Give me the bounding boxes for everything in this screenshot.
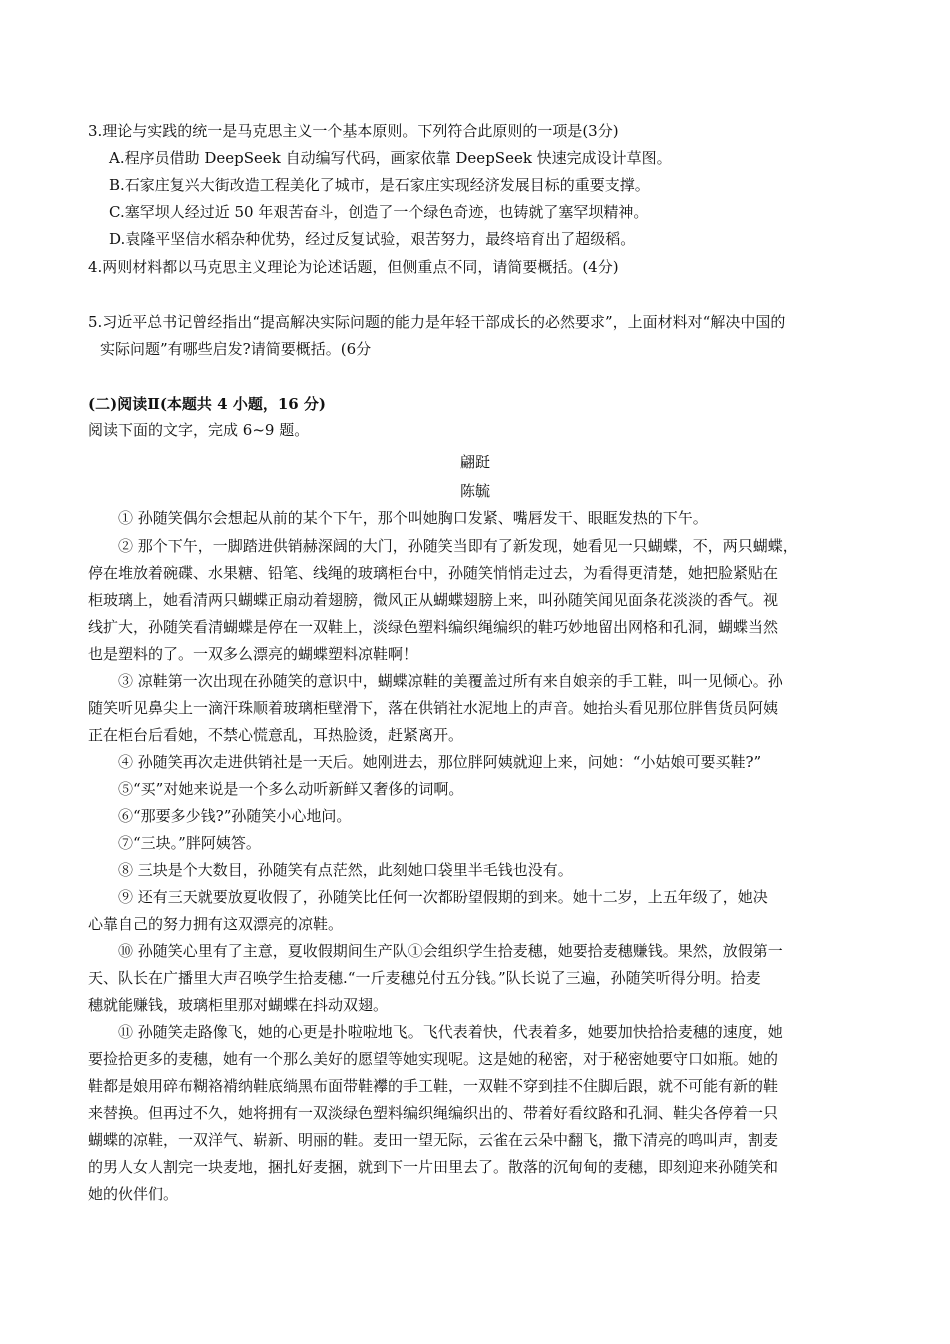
story-line: 柜玻璃上，她看清两只蝴蝶正扇动着翅膀，微风正从蝴蝶翅膀上来，叫孙随笑闻见面条花淡淡的香气。视 <box>88 591 779 609</box>
story-line: ⑪ 孙随笑走路像飞，她的心更是扑啦啦地飞。飞代表着快，代表着多，她要加快拾拾麦穗的速度，她 <box>118 1023 783 1041</box>
story-line: ③ 凉鞋第一次出现在孙随笑的意识中，蝴蝶凉鞋的美覆盖过所有来自娘亲的手工鞋，叫一见倾心。孙 <box>118 672 783 690</box>
story-line: 的男人女人割完一块麦地，捆扎好麦捆，就到下一片田里去了。散落的沉甸甸的麦穗，即刻迎来孙随笑和 <box>88 1158 779 1176</box>
q3-option-c: C.塞罕坝人经过近 50 年艰苦奋斗，创造了一个绿色奇迹，也铸就了塞罕坝精神。 <box>109 203 649 221</box>
story-line: 线扩大，孙随笑看清蝴蝶是停在一双鞋上，淡绿色塑料编织绳编织的鞋巧妙地留出网格和孔洞，蝴蝶当然 <box>88 618 779 636</box>
story-line: ④ 孙随笑再次走进供销社是一天后。她刚进去，那位胖阿姨就迎上来，问她：“小姑娘可要买鞋?” <box>118 753 762 771</box>
story-line: 鞋都是娘用碎布糊袼褙纳鞋底绱黑布面带鞋襻的手工鞋，一双鞋不穿到挂不住脚后跟，就不可能有新的鞋 <box>88 1077 779 1095</box>
story-author: 陈毓 <box>459 482 490 500</box>
q5-stem-line-1: 5.习近平总书记曾经指出“提高解决实际问题的能力是年轻干部成长的必然要求”，上面材料对“解决中国的 <box>88 313 786 331</box>
story-line: 随笑听见鼻尖上一滴汗珠顺着玻璃柜壁滑下，落在供销社水泥地上的声音。她抬头看见那位胖售货员阿姨 <box>88 699 779 717</box>
story-line: 来替换。但再过不久，她将拥有一双淡绿色塑料编织绳编织出的、带着好看纹路和孔洞、鞋尖各停着一只 <box>88 1104 779 1122</box>
q3-option-b: B.石家庄复兴大街改造工程美化了城市，是石家庄实现经济发展目标的重要支撑。 <box>109 176 650 194</box>
story-line: 停在堆放着碗碟、水果糖、铅笔、线绳的玻璃柜台中，孙随笑悄悄走过去，为看得更清楚，她把脸紧贴在 <box>88 564 779 582</box>
section-instruction: 阅读下面的文字，完成 6~9 题。 <box>88 421 310 439</box>
story-line: 心靠自己的努力拥有这双漂亮的凉鞋。 <box>88 915 344 933</box>
story-line: ⑤“买”对她来说是一个多么动听新鲜又奢侈的词啊。 <box>118 780 464 798</box>
q4-stem: 4.两则材料都以马克思主义理论为论述话题，但侧重点不同，请简要概括。(4分) <box>88 258 619 276</box>
q3-option-d: D.袁隆平坚信水稻杂种优势，经过反复试验，艰苦努力，最终培育出了超级稻。 <box>109 230 636 248</box>
q3-option-a: A.程序员借助 DeepSeek 自动编写代码，画家依靠 DeepSeek 快速完成设计草图。 <box>109 149 672 167</box>
story-title: 翩跹 <box>459 453 490 471</box>
story-line: ① 孙随笑偶尔会想起从前的某个下午，那个叫她胸口发紧、嘴唇发干、眼眶发热的下午。 <box>118 509 708 527</box>
q5-stem-line-2: 实际问题”有哪些启发?请简要概括。(6分 <box>100 340 372 358</box>
story-line: ⑥“那要多少钱?”孙随笑小心地问。 <box>118 807 352 825</box>
q3-stem: 3.理论与实践的统一是马克思主义一个基本原则。下列符合此原则的一项是(3分) <box>88 122 619 140</box>
story-line: ⑧ 三块是个大数目，孙随笑有点茫然，此刻她口袋里半毛钱也没有。 <box>118 861 573 879</box>
story-line: ⑩ 孙随笑心里有了主意，夏收假期间生产队①会组织学生拾麦穗，她要拾麦穗赚钱。果然，放假第一 <box>118 942 783 960</box>
story-line: 蝴蝶的凉鞋，一双洋气、崭新、明丽的鞋。麦田一望无际，云雀在云朵中翻飞，撒下清亮的鸣叫声，割麦 <box>88 1131 779 1149</box>
story-line: 她的伙伴们。 <box>88 1185 179 1203</box>
story-line: 正在柜台后看她，不禁心慌意乱，耳热脸烫，赶紧离开。 <box>88 726 464 744</box>
story-line: ⑦“三块。”胖阿姨答。 <box>118 834 261 852</box>
story-line: 也是塑料的了。一双多么漂亮的蝴蝶塑料凉鞋啊！ <box>88 645 419 663</box>
story-line: ② 那个下午，一脚踏进供销赫深阔的大门，孙随笑当即有了新发现，她看见一只蝴蝶，不，两只蝴蝶， <box>118 537 798 555</box>
story-line: 天、队长在广播里大声召唤学生拾麦穗.“一斤麦穗兑付五分钱。”队长说了三遍，孙随笑听得分明。拾麦 <box>88 969 761 987</box>
story-line: 穗就能赚钱，玻璃柜里那对蝴蝶在抖动双翅。 <box>88 996 389 1014</box>
story-line: ⑨ 还有三天就要放夏收假了，孙随笑比任何一次都盼望假期的到来。她十二岁，上五年级了，她决 <box>118 888 768 906</box>
section-heading: (二)阅读Ⅱ(本题共 4 小题，16 分) <box>88 395 327 413</box>
story-line: 要捡拾更多的麦穗，她有一个那么美好的愿望等她实现呢。这是她的秘密，对于秘密她要守口如瓶。她的 <box>88 1050 779 1068</box>
